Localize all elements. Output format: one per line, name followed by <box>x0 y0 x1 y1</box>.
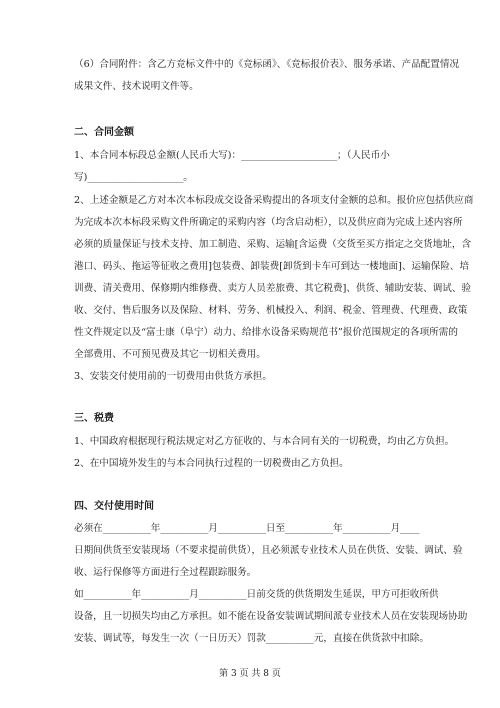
delivery-para1-line-3: 收、运行保修等方面进行全过程跟踪服务。 <box>74 567 257 578</box>
attachment-line-1: （6）合同附件：含乙方竞标文件中的《竞标函》、《竞标报价表》、服务承诺、产品配置情况 <box>74 59 460 70</box>
delivery-para1-line-1: 必须在__________年__________月__________日至__________年__________月____ <box>74 523 420 534</box>
amount-item1-line-2: 写)____________________。 <box>74 172 193 183</box>
tax-item2: 2、在中国境外发生的与本合同执行过程的一切税费由乙方负担。 <box>74 458 349 469</box>
delivery-para2-line-2: 设备，且一切损失均由乙方承担。如不能在设备安装调试期间派专业技术人员在安装现场协助 <box>74 611 468 622</box>
amount-item1-line-1: 1、本合同本标段总金额(人民币大写)：____________________；（人民币小 <box>74 150 390 161</box>
amount-item2-line-7: 性文件规定以及“富士康（阜宁）动力、给排水设备采购规范书”报价范围规定的各项所需的 <box>74 327 458 338</box>
section-heading-amount: 二、合同金额 <box>74 127 134 138</box>
amount-item2-line-4: 港口、码头、拖运等征收之费用]包装费、卸装费[卸货到卡车可到达一楼地面]、运输保险、培 <box>74 261 469 272</box>
amount-item2-line-1: 2、上述金额是乙方对本次本标段成交设备采购提出的各项支付金额的总和。报价应包括供应商 <box>74 195 474 206</box>
amount-item2-line-8: 全部费用、不可预见费及其它一切相关费用。 <box>74 349 266 360</box>
delivery-para2-line-1: 如__________年__________月__________日前交货的供货期发生延误，甲方可拒收所供 <box>74 589 439 600</box>
page-number-footer: 第 3 页 共 8 页 <box>219 669 281 679</box>
section-heading-delivery: 四、交付使用时间 <box>74 501 154 512</box>
amount-item2-line-6: 收、交付、售后服务以及保险、材料、劳务、机械投入、利润、税金、管理费、代理费、政策 <box>74 305 468 316</box>
delivery-para1-line-2: 日期间供货至安装现场（不要求提前供货），且必须派专业技术人员在供货、安装、调试、验 <box>74 545 463 556</box>
attachment-line-2: 成果文件、技术说明文件等。 <box>74 81 199 92</box>
amount-item2-line-5: 训费、清关费用、保修期内维修费、卖方人员差旅费、其它税费]、供货、辅助安装、调试、验 <box>74 283 472 294</box>
amount-item2-line-2: 为完成本次本标段采购文件所确定的采购内容（均含启动柜），以及供应商为完成上述内容所 <box>74 217 463 228</box>
amount-item3: 3、安装交付使用前的一切费用由供货方承担。 <box>74 371 272 382</box>
tax-item1: 1、中国政府根据现行税法规定对乙方征收的、与本合同有关的一切税费，均由乙方负担。 <box>74 436 455 447</box>
amount-item2-line-3: 必须的质量保证与技术支持、加工制造、采购、运输[含运费（交货至买方指定之交货地址，含 <box>74 239 472 250</box>
delivery-para2-line-3: 安装、调试等，每发生一次（一日历天）罚款__________元，直接在供货款中扣除。 <box>74 633 429 644</box>
section-heading-tax: 三、税费 <box>74 413 114 424</box>
